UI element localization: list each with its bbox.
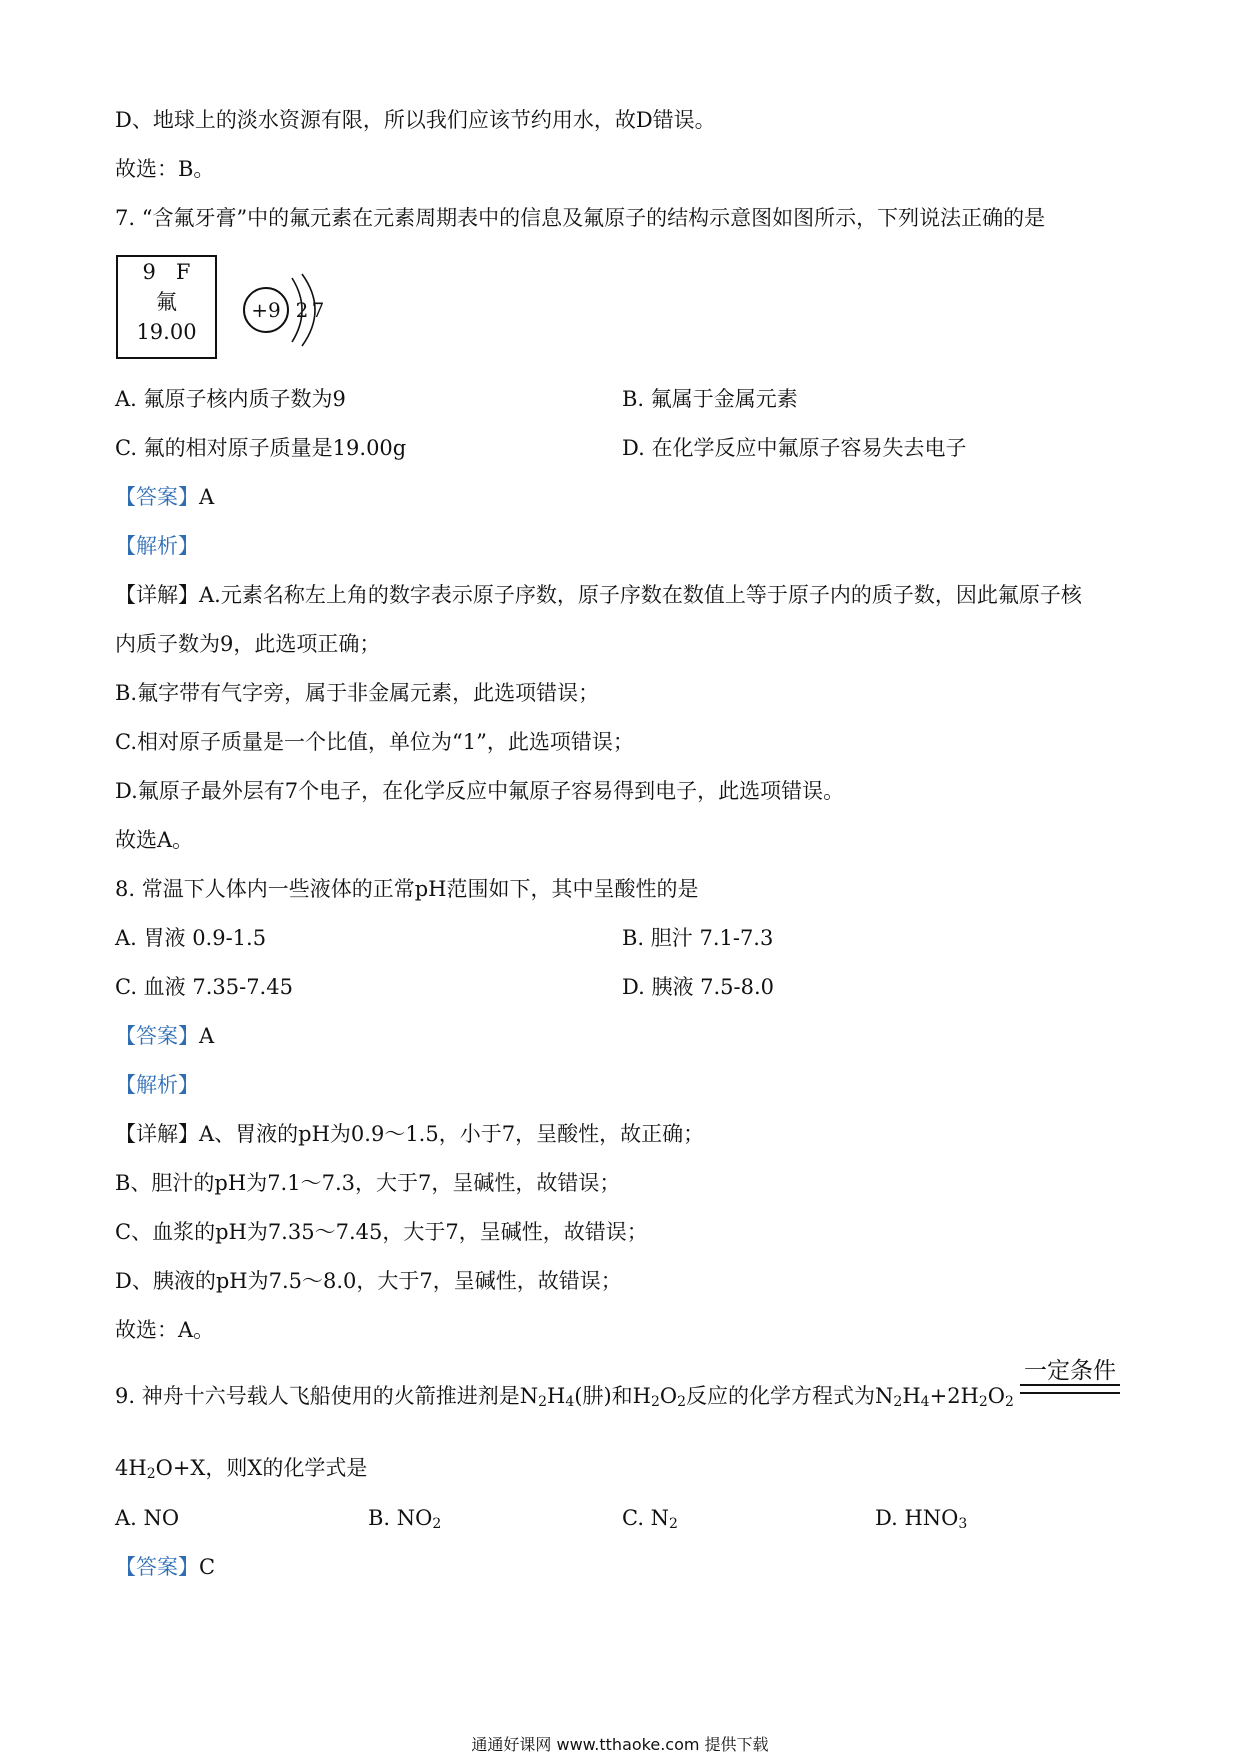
answer-tag: 【答案】 xyxy=(115,1024,199,1048)
q7-detail-4: C.相对原子质量是一个比值，单位为“1”，此选项错误； xyxy=(115,730,634,754)
q7-detail-5: D.氟原子最外层有7个电子，在化学反应中氟原子容易得到电子，此选项错误。 xyxy=(115,779,845,803)
q8-option-d: D. 胰液 7.5-8.0 xyxy=(622,975,775,999)
answer-value: A xyxy=(199,1024,215,1048)
q8-option-a: A. 胃液 0.9-1.5 xyxy=(115,926,267,950)
q7-detail-3: B.氟字带有气字旁，属于非金属元素，此选项错误； xyxy=(115,681,600,705)
prev-option-d-explanation: D、地球上的淡水资源有限，所以我们应该节约用水，故D错误。 xyxy=(115,108,716,132)
question-9-stem: 9. 神舟十六号载人飞船使用的火箭推进剂是$N_2H_4$(肼)和$H_2O_2$反应的化学方程式为$N_2H_4+2H_2O_2$ xyxy=(115,1384,1014,1410)
q7-option-d: D. 在化学反应中氟原子容易失去电子 xyxy=(622,436,967,460)
q9-option-b: B. $NO_2$ xyxy=(368,1506,442,1532)
shell-1-electrons: 2 xyxy=(295,298,309,322)
question-8-stem: 8. 常温下人体内一些液体的正常pH范围如下，其中呈酸性的是 xyxy=(115,877,699,901)
q8-detail-1: 【详解】A、胃液的pH为0.9～1.5，小于7，呈酸性，故正确； xyxy=(115,1122,705,1146)
reaction-condition: 一定条件 xyxy=(1024,1358,1116,1384)
question-9-line-2: $4H_2O+X$，则X的化学式是 xyxy=(115,1456,368,1482)
q8-option-c: C. 血液 7.35-7.45 xyxy=(115,975,293,999)
detail-tag: 【详解】 xyxy=(115,1122,199,1146)
q7-detail-1: 【详解】A.元素名称左上角的数字表示原子序数，原子序数在数值上等于原子内的质子数，因此氟原子核 xyxy=(115,583,1082,607)
q7-option-a: A. 氟原子核内质子数为9 xyxy=(115,387,346,411)
q8-analysis-tag: 【解析】 xyxy=(115,1073,199,1097)
q9-option-a: A. NO xyxy=(115,1506,180,1530)
atom-structure-diagram xyxy=(240,260,340,350)
page-footer: 通通好课网 www.tthaoke.com 提供下载 xyxy=(471,1735,769,1754)
question-7-stem: 7. “含氟牙膏”中的氟元素在元素周期表中的信息及氟原子的结构示意图如图所示，下列说法正确的是 xyxy=(115,206,1046,230)
nucleus-charge: +9 xyxy=(251,298,281,322)
answer-tag: 【答案】 xyxy=(115,1555,199,1579)
element-card xyxy=(116,255,217,359)
q9-answer xyxy=(115,1554,215,1580)
q7-answer xyxy=(115,484,214,510)
answer-value: A xyxy=(199,485,215,509)
answer-value: C xyxy=(199,1555,216,1579)
answer-tag: 【答案】 xyxy=(115,485,199,509)
q7-option-b: B. 氟属于金属元素 xyxy=(622,387,798,411)
q8-detail-2: B、胆汁的pH为7.1～7.3，大于7，呈碱性，故错误； xyxy=(115,1171,621,1195)
q8-option-b: B. 胆汁 7.1-7.3 xyxy=(622,926,774,950)
detail-tag: 【详解】 xyxy=(115,583,199,607)
q8-detail-4: D、胰液的pH为7.5～8.0，大于7，呈碱性，故错误； xyxy=(115,1269,622,1293)
element-name: 氟 xyxy=(156,290,177,314)
element-number-symbol: 9 F xyxy=(142,260,191,284)
q7-analysis-tag: 【解析】 xyxy=(115,534,199,558)
q9-option-c: C. $N_2$ xyxy=(622,1506,678,1532)
q7-choose: 故选A。 xyxy=(115,828,194,852)
q8-choose: 故选：A。 xyxy=(115,1318,215,1342)
equation-double-bar xyxy=(1020,1384,1120,1394)
q8-answer xyxy=(115,1023,214,1049)
element-mass: 19.00 xyxy=(136,320,197,344)
q7-option-c: C. 氟的相对原子质量是19.00g xyxy=(115,436,407,460)
shell-2-electrons: 7 xyxy=(311,298,325,322)
q9-option-d: D. $HNO_3$ xyxy=(875,1506,968,1532)
q8-detail-3: C、血浆的pH为7.35～7.45，大于7，呈碱性，故错误； xyxy=(115,1220,648,1244)
prev-answer: 故选：B。 xyxy=(115,157,215,181)
q7-detail-2: 内质子数为9，此选项正确； xyxy=(115,632,381,656)
